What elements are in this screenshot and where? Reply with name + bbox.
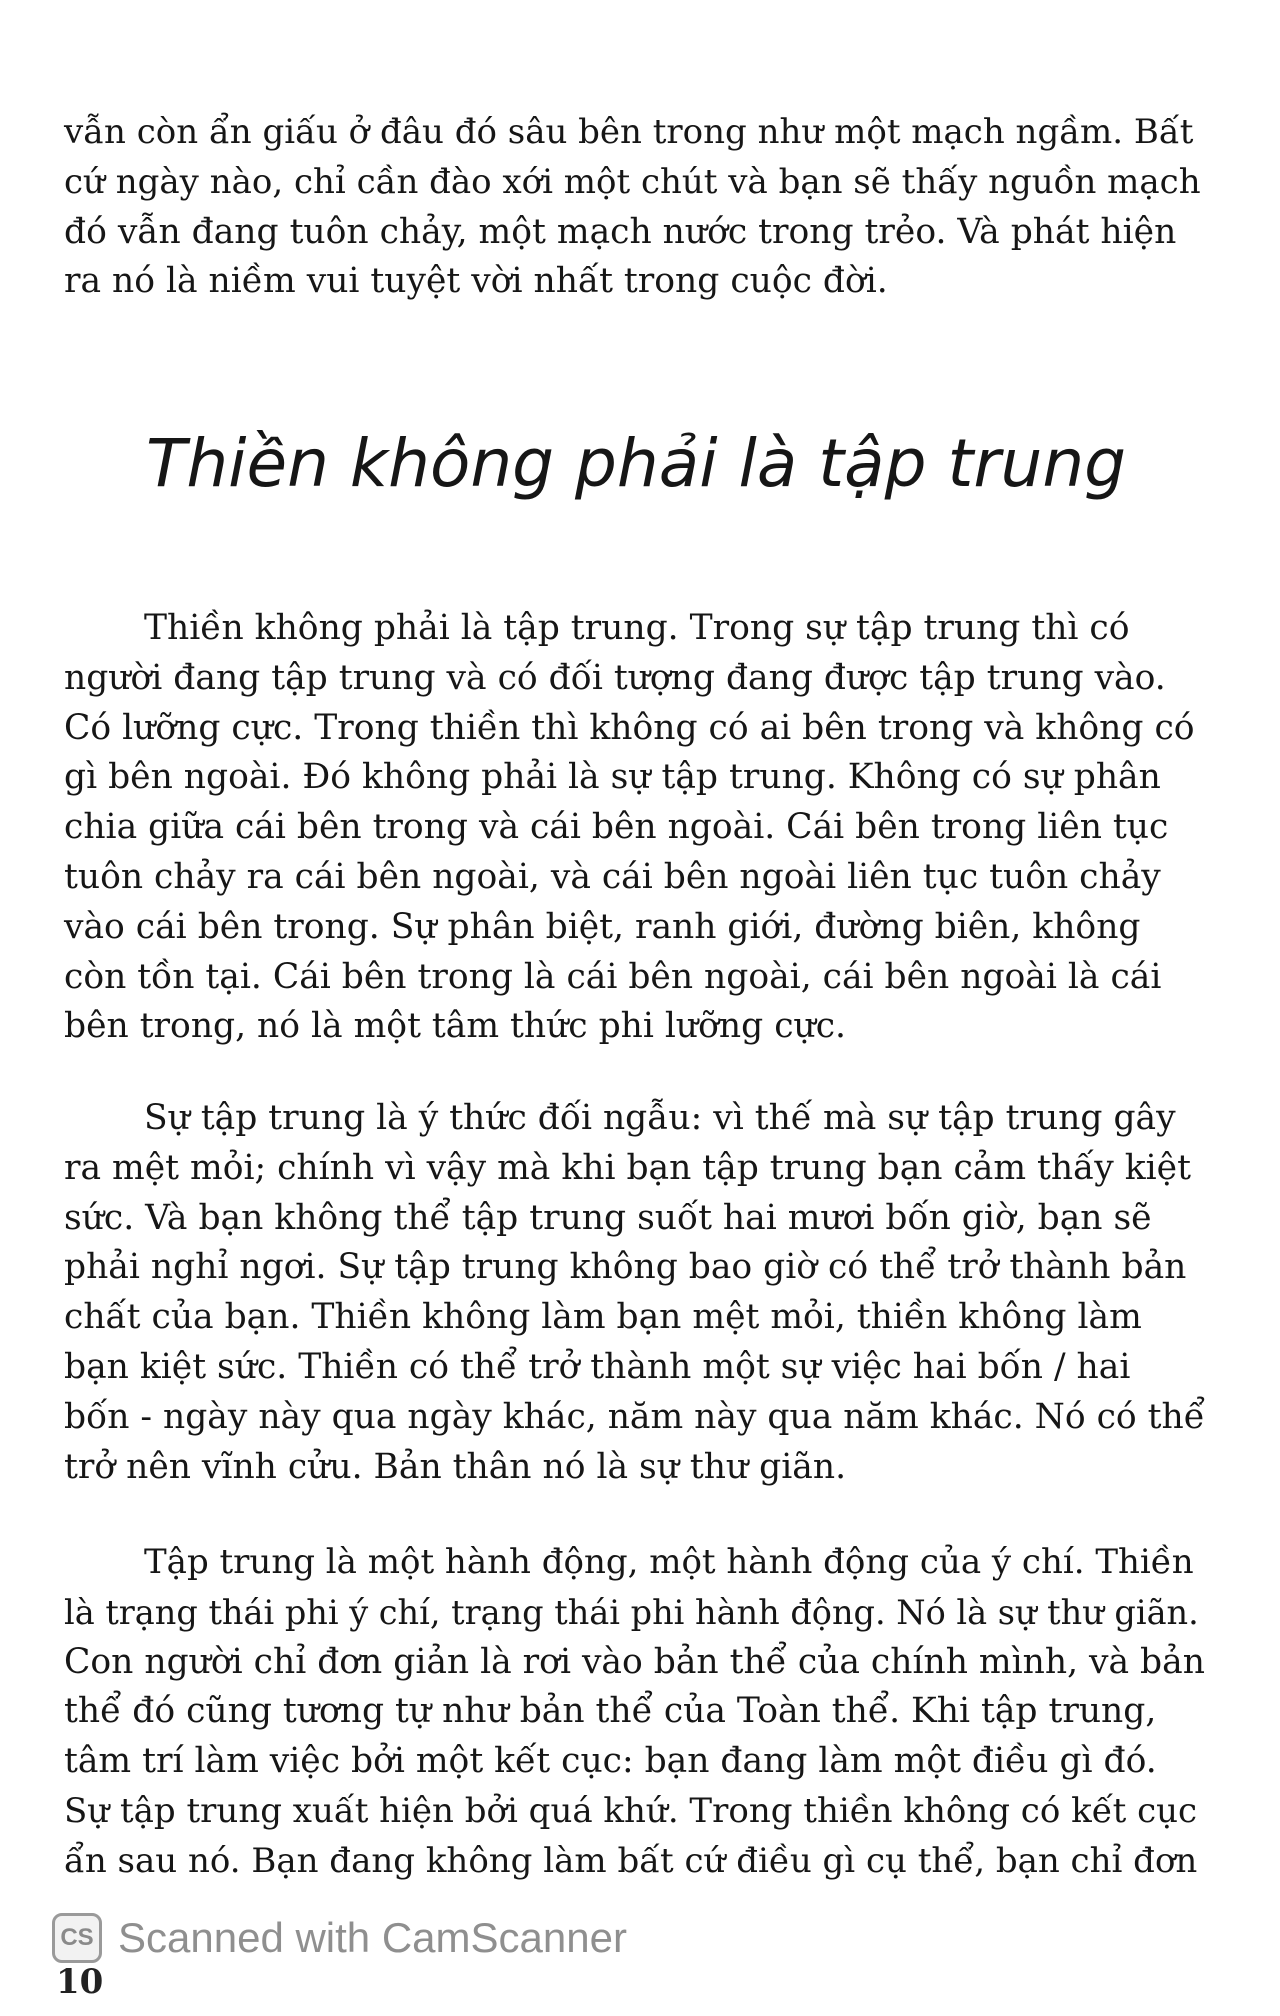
section-heading: Thiền không phải là tập trung [146, 425, 1127, 502]
text-line: vào cái bên trong. Sự phân biệt, ranh giới, đường biên, không [64, 906, 1141, 947]
page-number: 10 [56, 1962, 104, 2002]
text-line: ẩn sau nó. Bạn đang không làm bất cứ điều gì cụ thể, bạn chỉ đơn [64, 1840, 1198, 1881]
camscanner-watermark [52, 1908, 627, 1968]
text-line: Thiền không phải là tập trung. Trong sự tập trung thì có [144, 608, 1130, 648]
text-line: chất của bạn. Thiền không làm bạn mệt mỏi, thiền không làm [64, 1297, 1142, 1338]
text-line: tâm trí làm việc bởi một kết cục: bạn đang làm một điều gì đó. [64, 1741, 1157, 1782]
text-line: Sự tập trung xuất hiện bởi quá khứ. Trong thiền không có kết cục [64, 1790, 1198, 1831]
text-line: tuôn chảy ra cái bên ngoài, và cái bên ngoài liên tục tuôn chảy [64, 856, 1161, 897]
text-line: Có lưỡng cực. Trong thiền thì không có ai bên trong và không có [64, 707, 1195, 748]
text-line: gì bên ngoài. Đó không phải là sự tập trung. Không có sự phân [64, 757, 1161, 798]
text-line: ra mệt mỏi; chính vì vậy mà khi bạn tập trung bạn cảm thấy kiệt [64, 1147, 1191, 1188]
text-line: chia giữa cái bên trong và cái bên ngoài. Cái bên trong liên tục [64, 807, 1169, 848]
text-line: đó vẫn đang tuôn chảy, một mạch nước trong trẻo. Và phát hiện [64, 211, 1177, 252]
text-line: thể đó cũng tương tự như bản thể của Toàn thể. Khi tập trung, [64, 1691, 1157, 1732]
text-line: bốn - ngày này qua ngày khác, năm này qua năm khác. Nó có thể [64, 1396, 1205, 1437]
watermark-text: Scanned with CamScanner [118, 1914, 627, 1961]
paragraph-intro [64, 108, 1206, 307]
text-line: còn tồn tại. Cái bên trong là cái bên ngoài, cái bên ngoài là cái [64, 956, 1162, 997]
text-line: bên trong, nó là một tâm thức phi lưỡng cực. [64, 1006, 847, 1047]
text-line: vẫn còn ẩn giấu ở đâu đó sâu bên trong như một mạch ngầm. Bất [64, 112, 1194, 152]
text-line: Con người chỉ đơn giản là rơi vào bản thể của chính mình, và bản [64, 1641, 1205, 1682]
text-line: người đang tập trung và có đối tượng đang được tập trung vào. [64, 657, 1166, 698]
text-line: ra nó là niềm vui tuyệt vời nhất trong cuộc đời. [64, 261, 888, 302]
text-line: là trạng thái phi ý chí, trạng thái phi hành động. Nó là sự thư giãn. [64, 1592, 1199, 1632]
text-line: sức. Và bạn không thể tập trung suốt hai mươi bốn giờ, bạn sẽ [64, 1197, 1152, 1238]
paragraph-1 [64, 604, 1206, 1052]
camscanner-logo-icon: CS [52, 1913, 102, 1963]
text-line: Tập trung là một hành động, một hành động của ý chí. Thiền [144, 1542, 1194, 1582]
text-line: phải nghỉ ngơi. Sự tập trung không bao giờ có thể trở thành bản [64, 1247, 1187, 1288]
text-line: trở nên vĩnh cửu. Bản thân nó là sự thư giãn. [64, 1446, 847, 1487]
paragraph-2 [64, 1094, 1206, 1492]
text-line: cứ ngày nào, chỉ cần đào xới một chút và bạn sẽ thấy nguồn mạch [64, 161, 1201, 202]
text-line: bạn kiệt sức. Thiền có thể trở thành một sự việc hai bốn / hai [64, 1346, 1131, 1387]
paragraph-3 [64, 1538, 1206, 1887]
text-line: Sự tập trung là ý thức đối ngẫu: vì thế mà sự tập trung gây [144, 1098, 1176, 1138]
